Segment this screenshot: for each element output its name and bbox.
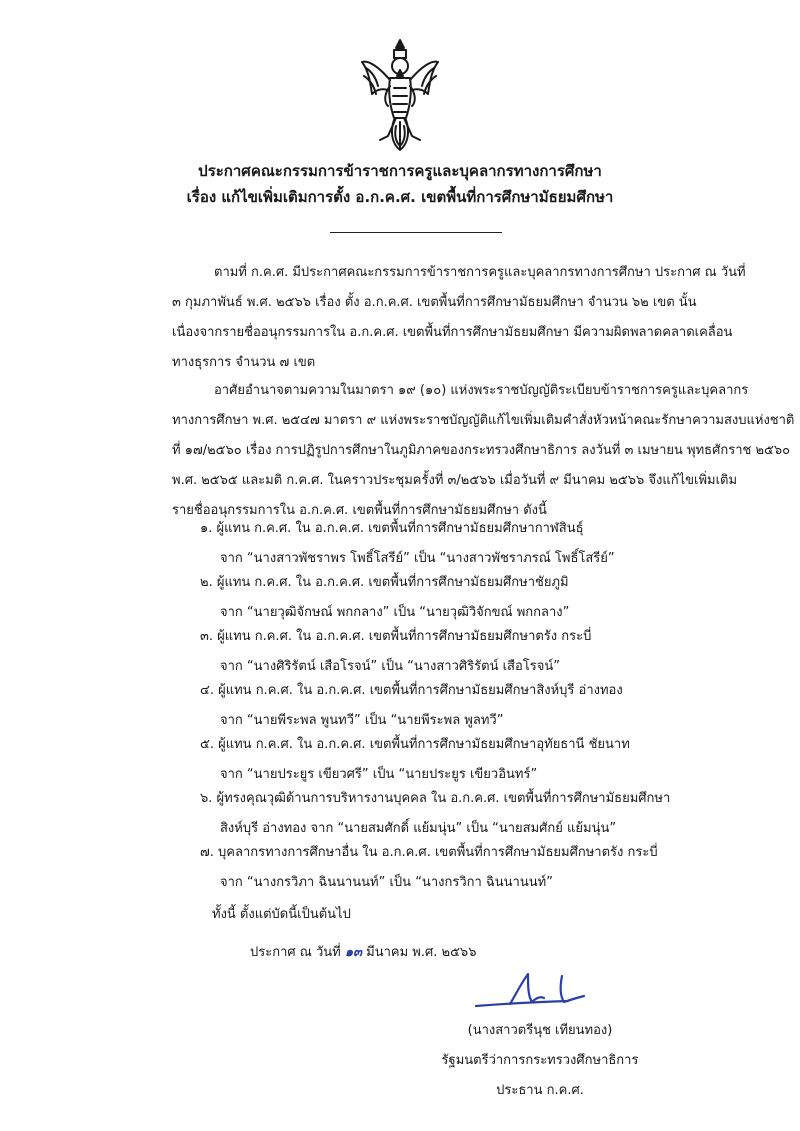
effective-clause: ทั้งนี้ ตั้งแต่บัดนี้เป็นต้นไป [212, 907, 351, 922]
paragraph-line: เนื่องจากรายชื่ออนุกรรมการใน อ.ก.ค.ศ. เขตพื้นที่การศึกษามัธยมศึกษา มีความผิดพลาดคลาดเคลื่อน [172, 325, 733, 340]
paragraph-line: ทางธุรการ จำนวน ๗ เขต [172, 355, 316, 370]
signatory-block [420, 1016, 660, 1106]
list-item [200, 676, 660, 736]
paragraph-line: อาศัยอำนาจตามความในมาตรา ๑๙ (๑๐) แห่งพระราชบัญญัติระเบียบข้าราชการครูและบุคลากร [214, 383, 749, 398]
item-committee: ๗. บุคลากรทางการศึกษาอื่น ใน อ.ก.ค.ศ. เขตพื้นที่การศึกษามัธยมศึกษาตรัง กระบี่ [200, 845, 658, 860]
paragraph-line: ที่ ๑๗/๒๕๖๐ เรื่อง การปฏิรูปการศึกษาในภูมิภาคของกระทรวงศึกษาธิการ ลงวันที่ ๓ เมษายน พุทธศักราช ๒๕๖๐ [172, 443, 791, 458]
announcement-subject: เรื่อง แก้ไขเพิ่มเติมการตั้ง อ.ก.ค.ศ. เขตพื้นที่การศึกษามัธยมศึกษา [186, 188, 614, 206]
signatory-position: รัฐมนตรีว่าการกระทรวงศึกษาธิการ [441, 1053, 639, 1068]
date-day-handwritten: ๑๓ [344, 945, 363, 960]
paragraph-line: ทางการศึกษา พ.ศ. ๒๕๔๗ มาตรา ๙ แห่งพระราชบัญญัติแก้ไขเพิ่มเติมคำสั่งหัวหน้าคณะรักษาความสงบแห่งชาติ [172, 413, 795, 428]
item-correction: จาก “นายพีระพล พูนทวี” เป็น “นายพีระพล พูลทวี” [220, 713, 504, 728]
list-item [200, 568, 660, 628]
paragraph-line: ๓ กุมภาพันธ์ พ.ศ. ๒๕๖๖ เรื่อง ตั้ง อ.ก.ค.ศ. เขตพื้นที่การศึกษามัธยมศึกษา จำนวน ๖๒ เขต นั้น [172, 295, 697, 310]
item-correction: จาก “นางศิริรัตน์ เสือโรจน์” เป็น “นางสาวศิริรัตน์ เสือโรจน์” [220, 659, 560, 674]
item-committee: ๓. ผู้แทน ก.ค.ศ. ใน อ.ก.ค.ศ. เขตพื้นที่การศึกษามัธยมศึกษาตรัง กระบี่ [200, 629, 592, 644]
item-committee: ๖. ผู้ทรงคุณวุฒิด้านการบริหารงานบุคคล ใน อ.ก.ค.ศ. เขตพื้นที่การศึกษามัธยมศึกษา [200, 791, 671, 806]
item-committee: ๑. ผู้แทน ก.ค.ศ. ใน อ.ก.ค.ศ. เขตพื้นที่การศึกษามัธยมศึกษากาฬสินธุ์ [200, 521, 584, 536]
handwritten-signature [472, 968, 612, 1018]
paragraph-line: ตามที่ ก.ค.ศ. มีประกาศคณะกรรมการข้าราชการครูและบุคลากรทางการศึกษา ประกาศ ณ วันที่ [214, 265, 746, 280]
garuda-emblem-icon [358, 36, 442, 154]
list-item [200, 784, 671, 844]
paragraph-line: รายชื่ออนุกรรมการใน อ.ก.ค.ศ. เขตพื้นที่การศึกษามัธยมศึกษา ดังนี้ [172, 503, 547, 518]
paragraph-background [172, 258, 746, 378]
announcement-title: ประกาศคณะกรรมการข้าราชการครูและบุคลากรทางการศึกษา [198, 162, 602, 180]
item-correction: จาก “นางกรวิภา ฉินนานนท์” เป็น “นางกรวิกา ฉินนานนท์” [220, 875, 553, 890]
item-correction: จาก “นายวุฒิจักษณ์ พกกลาง” เป็น “นายวุฒิวิจักขณ์ พกกลาง” [220, 605, 570, 620]
paragraph-authority [172, 376, 795, 526]
date-suffix: มีนาคม พ.ศ. ๒๕๖๖ [366, 945, 477, 960]
item-correction: จาก “นายประยูร เขียวศรี” เป็น “นายประยูร เขียวอินทร์” [220, 767, 538, 782]
item-committee: ๔. ผู้แทน ก.ค.ศ. ใน อ.ก.ค.ศ. เขตพื้นที่การศึกษามัธยมศึกษาสิงห์บุรี อ่างทอง [200, 683, 623, 698]
item-correction: จาก “นางสาวพัชราพร โพธิ์โสรีย์” เป็น “นางสาวพัชราภรณ์ โพธิ์โสรีย์” [220, 551, 615, 566]
item-correction: สิงห์บุรี อ่างทอง จาก “นายสมศักดิ์ แย้มนุ่น” เป็น “นายสมศักย์ แย้มนุ่น” [220, 821, 617, 836]
list-item [200, 514, 660, 574]
list-item [200, 622, 660, 682]
title-divider [330, 232, 502, 233]
paragraph-line: พ.ศ. ๒๕๖๕ และมติ ก.ค.ศ. ในคราวประชุมครั้งที่ ๓/๒๕๖๖ เมื่อวันที่ ๙ มีนาคม ๒๕๖๖ จึงแก้ไขเพิ่มเติม [172, 473, 738, 488]
list-item [200, 730, 660, 790]
item-committee: ๕. ผู้แทน ก.ค.ศ. ใน อ.ก.ค.ศ. เขตพื้นที่การศึกษามัธยมศึกษาอุทัยธานี ชัยนาท [200, 737, 630, 752]
signatory-role: ประธาน ก.ค.ศ. [496, 1083, 584, 1098]
item-committee: ๒. ผู้แทน ก.ค.ศ. ใน อ.ก.ค.ศ. เขตพื้นที่การศึกษามัธยมศึกษาชัยภูมิ [200, 575, 569, 590]
announcement-date [250, 938, 476, 968]
date-prefix: ประกาศ ณ วันที่ [250, 945, 341, 960]
list-item [200, 838, 660, 898]
signatory-name: (นางสาวตรีนุช เทียนทอง) [467, 1023, 613, 1038]
